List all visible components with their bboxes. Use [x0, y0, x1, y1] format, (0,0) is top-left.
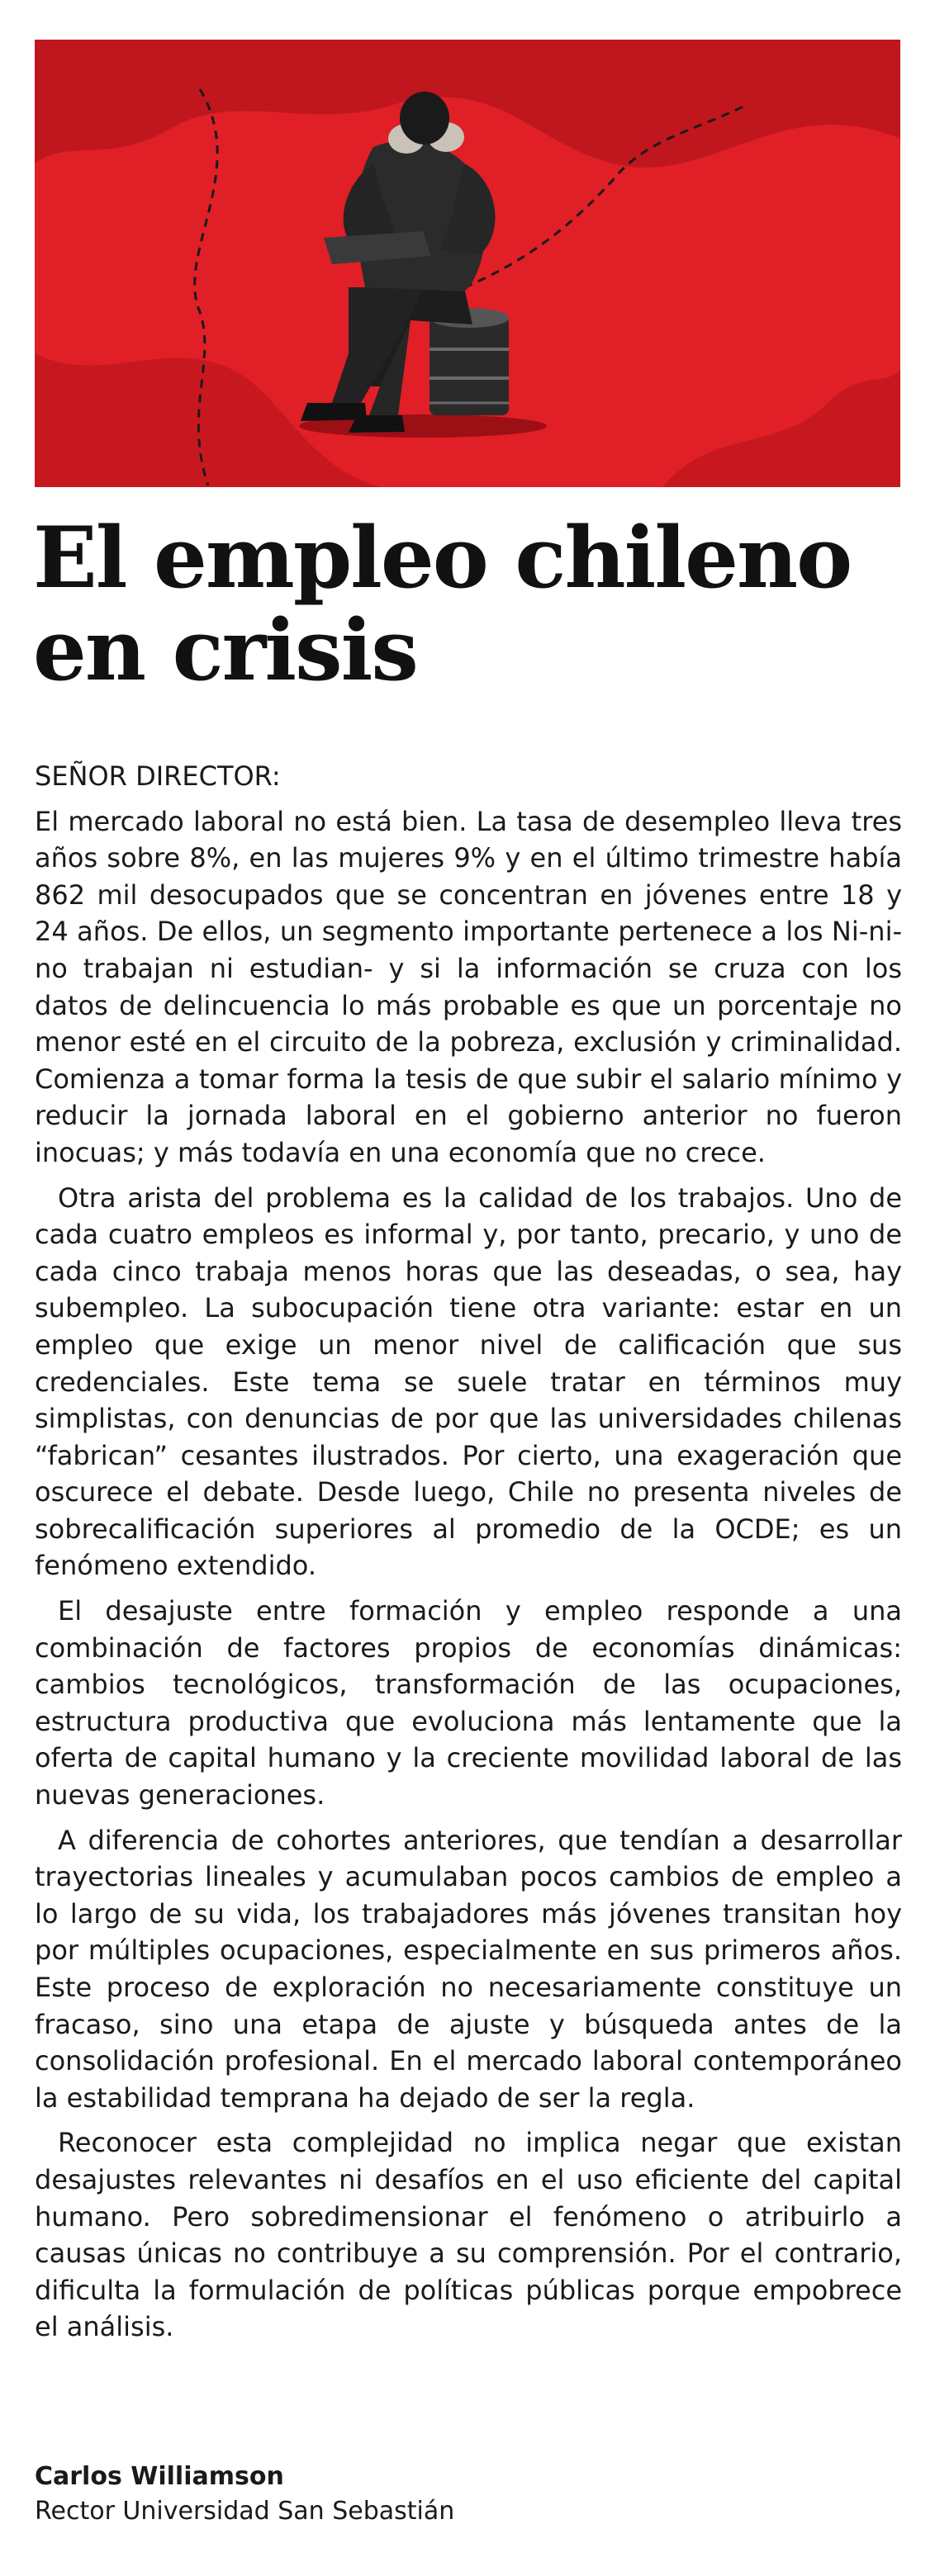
headline — [33, 509, 909, 700]
paragraph-2: Otra arista del problema es la calidad de los trabajos. Uno de cada cuatro empleos es informal y, por tanto, precario, y uno de cada cinco trabaja menos horas que las deseadas, o sea, hay subempleo. La subocupación tiene otra variante: estar en un empleo que exige un menor nivel de calificación que sus credenciales. Este tema se suele tratar en términos muy simplistas, con denuncias de por que las universidades chilenas “fabrican” cesantes ilustrados. Por cierto, una exageración que oscurece el debate. Desde luego, Chile no presenta niveles de sobrecalificación superiores al promedio de la OCDE; es un fenómeno extendido. — [35, 1181, 902, 1582]
signature-block — [35, 2460, 902, 2530]
paragraph-4: A diferencia de cohortes anteriores, que tendían a desarrollar trayectorias lineales y acumulaban pocos cambios de empleo a lo largo de su vida, los trabajadores más jóvenes transitan hoy por múltiples ocupaciones, especialmente en sus primeros años. Este proceso de exploración no necesariamente constituye un fracaso, sino una etapa de ajuste y búsqueda antes de la consolidación profesional. En el mercado laboral contemporáneo la estabilidad temprana ha dejado de ser la regla. — [35, 1824, 902, 2114]
paragraph-1: El mercado laboral no está bien. La tasa de desempleo lleva tres años sobre 8%, en las mujeres 9% y en el último trimestre había 862 mil desocupados que se concentran en jóvenes entre 18 y 24 años. De ellos, un segmento importante pertenece a los Ni-ni-no trabajan ni estudian- y si la información se cruza con los datos de delincuencia lo más probable es que un porcentaje no menor esté en el circuito de la pobreza, exclusión y criminalidad. Comienza a tomar forma la tesis de que subir el salario mínimo y reducir la jornada laboral en el gobierno anterior no fueron inocuas; y más todavía en una economía que no crece. — [35, 805, 902, 1168]
hero-illustration — [35, 40, 900, 487]
author-name: Carlos Williamson — [35, 2462, 284, 2491]
letter-body — [35, 758, 902, 2354]
distressed-man-illustration-icon — [35, 40, 900, 487]
salutation: SEÑOR DIRECTOR: — [35, 760, 281, 792]
paragraph-3: El desajuste entre formación y empleo responde a una combinación de factores propios de economías dinámicas: cambios tecnológicos, transformación de las ocupaciones, estructura productiva que evoluciona más lentamente que la oferta de capital humano y la creciente movilidad laboral de las nuevas generaciones. — [35, 1595, 902, 1811]
paragraph-5: Reconocer esta complejidad no implica negar que existan desajustes relevantes ni desafíos en el uso eficiente del capital humano. Pero sobredimensionar el fenómeno o atribuirlo a causas únicas no contribuye a su comprensión. Por el contrario, dificulta la formulación de políticas públicas porque empobrece el análisis. — [35, 2127, 902, 2343]
headline-line-1: El empleo chileno — [33, 509, 852, 608]
author-role: Rector Universidad San Sebastián — [35, 2497, 455, 2526]
headline-line-2: en crisis — [33, 601, 417, 700]
